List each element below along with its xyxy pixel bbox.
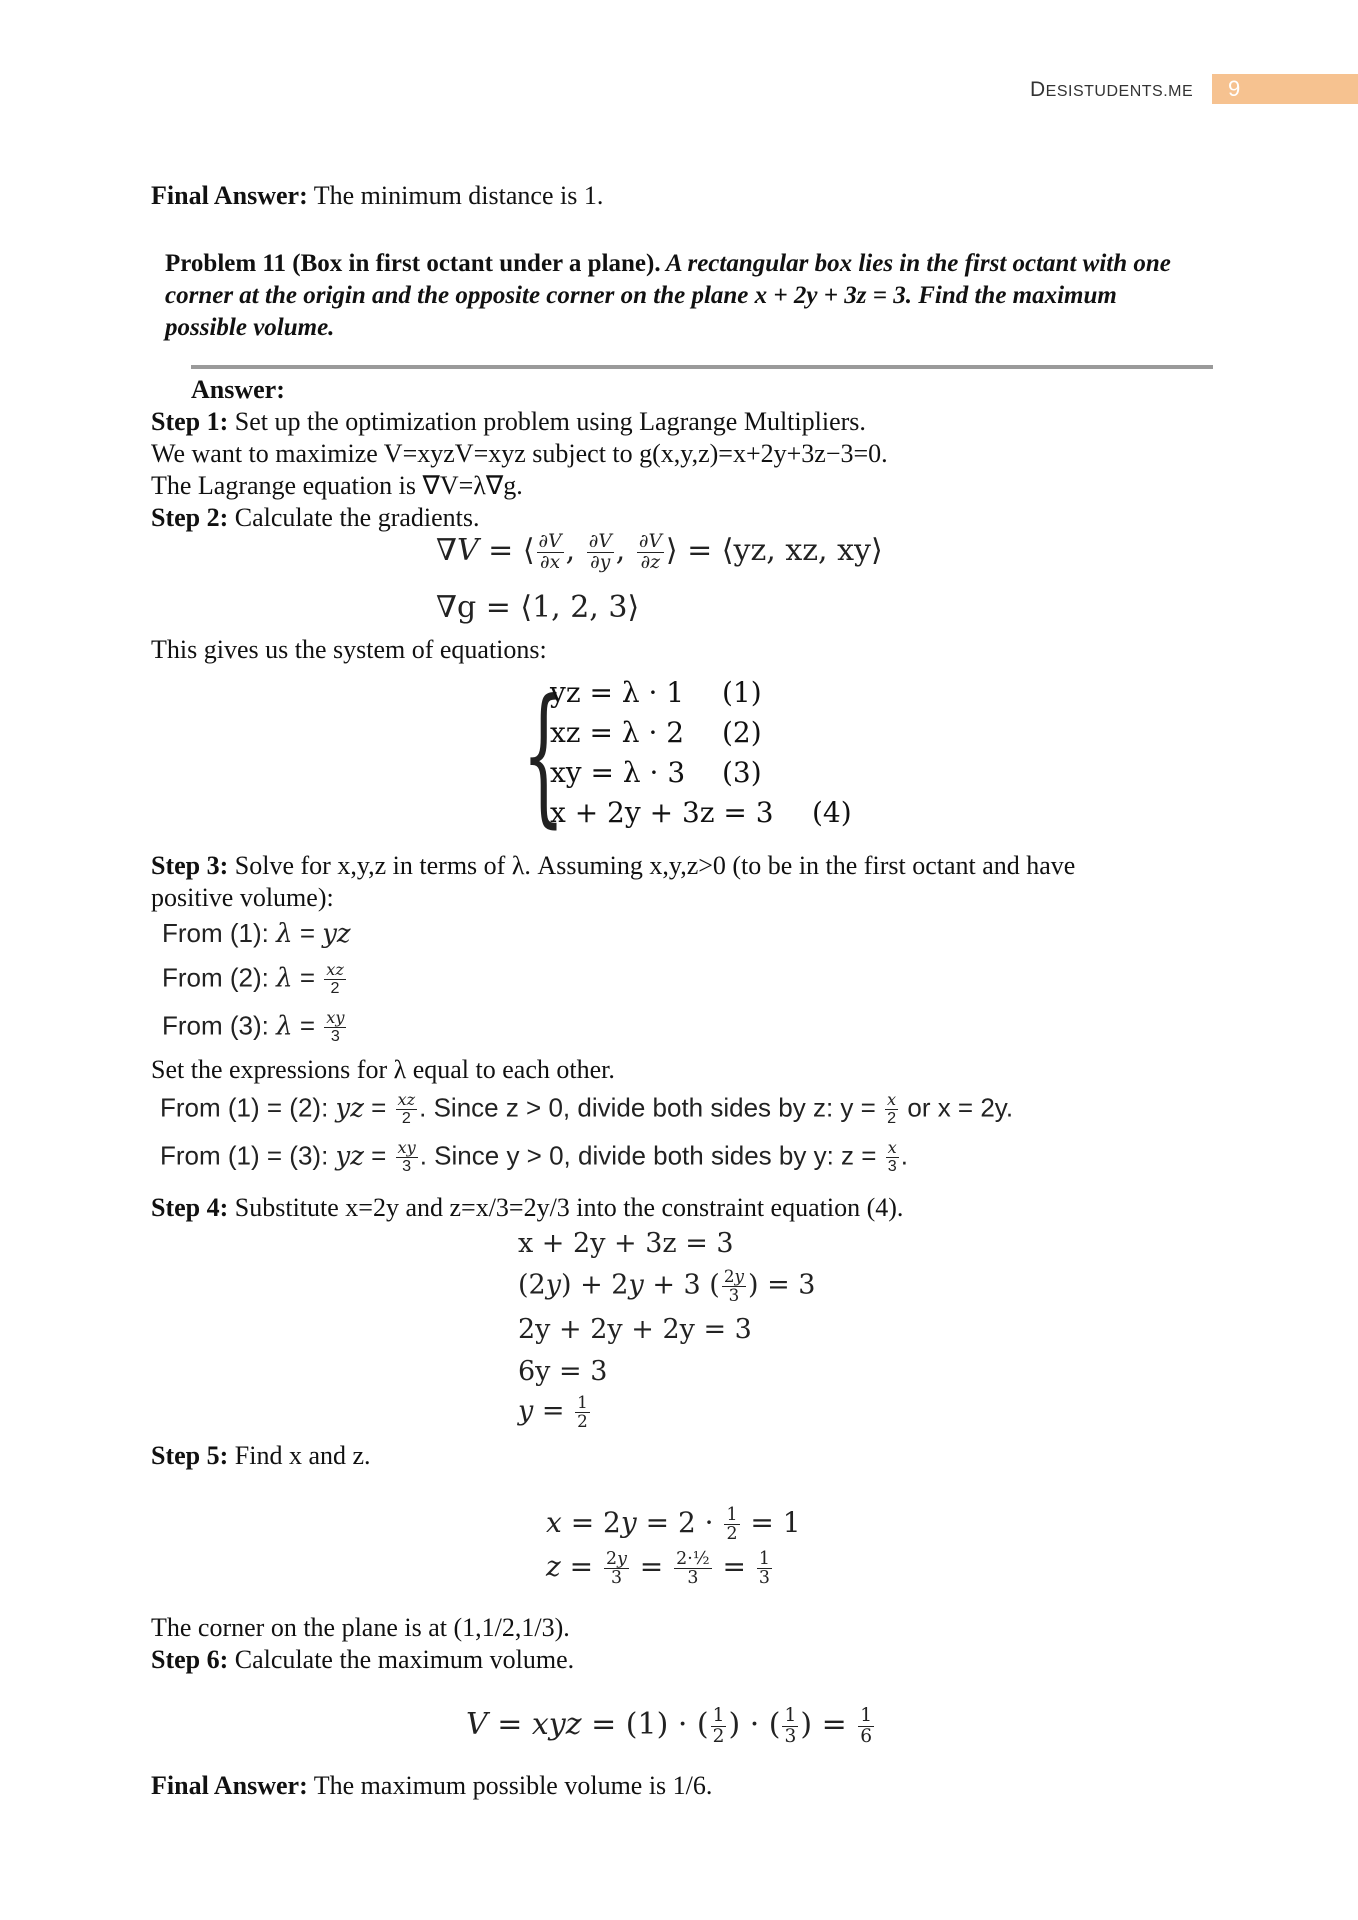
from-1-2: From (1) = (2): yz = $\frac{xz}{2}$ . Since z > 0, divide both sides by z: y = $\frac{x}{2}$ or x = 2y. — [160, 1090, 1014, 1127]
from-2: From (2): λ = $\frac{xz}{2}$ — [162, 960, 344, 997]
step-2: Step 2: Calculate the gradients. — [151, 503, 480, 532]
from-1: From (1): λ = yz — [162, 918, 351, 949]
set-equal-line: Set the expressions for λ equal to each other. — [151, 1055, 615, 1084]
divider — [191, 365, 1213, 369]
step-6: Step 6: Calculate the maximum volume. — [151, 1645, 575, 1674]
gradient-g-equation: ∇g = ⟨1, 2, 3⟩ — [436, 590, 640, 625]
step-4: Step 4: Substitute x=2y and z=x/3=2y/3 into the constraint equation (4). — [151, 1193, 904, 1222]
volume-equation: V = xyz = (1) · ( $\frac{1}{2}$ ) · ( $\frac{1}{3}$ ) = $\frac{1}{6}$ — [466, 1705, 873, 1747]
x-solution: x = 2y = 2 · $\frac{1}{2}$ = 1 — [546, 1505, 801, 1545]
system-eq-3: xy = λ · 3 (3) — [550, 756, 762, 789]
previous-final-answer: Final Answer: The minimum distance is 1. — [151, 181, 604, 210]
sub-line-1: x + 2y + 3z = 3 — [518, 1228, 734, 1259]
sub-line-5: y = $\frac{1}{2}$ — [518, 1392, 588, 1431]
sub-line-3: 2y + 2y + 2y = 3 — [518, 1314, 752, 1345]
sub-line-4: 6y = 3 — [518, 1356, 608, 1387]
system-eq-2: xz = λ · 2 (2) — [550, 716, 762, 749]
final-answer: Final Answer: The maximum possible volume is 1/6. — [151, 1771, 713, 1800]
system-brace: { — [522, 668, 565, 842]
step-5: Step 5: Find x and z. — [151, 1441, 371, 1470]
step-3: Step 3: Solve for x,y,z in terms of λ. Assuming x,y,z>0 (to be in the first octant and have — [151, 851, 1076, 880]
gradient-v-equation: ∇V = ⟨ $\frac{\partial V}{\partial x}$ , $\frac{\partial V}{\partial y}$ , $\frac{\partial V}{\partial z}$ ⟩ = ⟨yz, xz, xy⟩ — [436, 531, 883, 573]
from-3: From (3): λ = $\frac{xy}{3}$ — [162, 1008, 345, 1045]
lagrange-line: The Lagrange equation is ∇V=λ∇g. — [151, 471, 523, 500]
page-number: 9 — [1212, 74, 1358, 104]
step-3-cont: positive volume): — [151, 883, 334, 912]
maximize-line: We want to maximize V=xyzV=xyz subject to g(x,y,z)=x+2y+3z−3=0. — [151, 439, 888, 468]
system-eq-1: yz = λ · 1 (1) — [550, 676, 762, 709]
step-1: Step 1: Set up the optimization problem using Lagrange Multipliers. — [151, 407, 866, 436]
system-eq-4: x + 2y + 3z = 3 (4) — [550, 796, 852, 829]
z-solution: z = $\frac{2y}{3}$ = $\frac{\text{2·½}}{3}$ = $\frac{1}{3}$ — [546, 1549, 770, 1589]
answer-heading: Answer: — [191, 375, 285, 404]
sub-line-2: (2y) + 2y + 3 ( $\frac{2y}{3}$ ) = 3 — [518, 1266, 816, 1305]
problem-statement: Problem 11 (Box in first octant under a plane). A rectangular box lies in the first octant with one corner at the origin and the opposite corner on the plane x + 2y + 3z = 3. Find the maximum possible volume. — [165, 250, 1171, 341]
from-1-3: From (1) = (3): yz = $\frac{xy}{3}$ . Since y > 0, divide both sides by y: z = $\frac{x}{3}$ . — [160, 1138, 908, 1175]
system-intro: This gives us the system of equations: — [151, 635, 547, 664]
corner-line: The corner on the plane is at (1,1/2,1/3). — [151, 1613, 570, 1642]
site-name: DESISTUDENTS.ME — [1030, 78, 1194, 101]
